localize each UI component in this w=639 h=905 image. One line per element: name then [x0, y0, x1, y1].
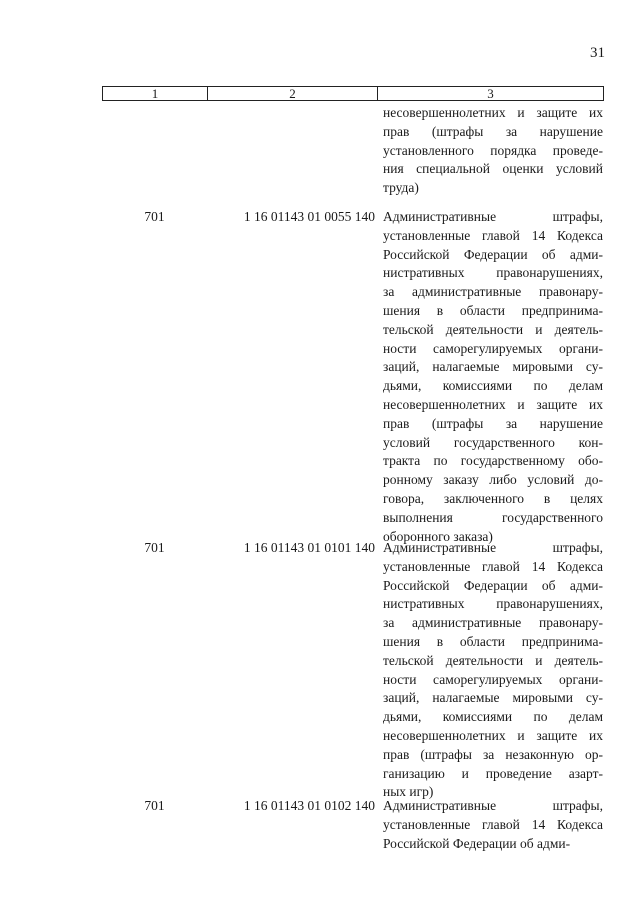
description-line: тельской деятельности и деятель- — [383, 321, 603, 337]
description-line: выполнения государственного — [383, 509, 603, 525]
row-description — [383, 539, 603, 802]
description-line: несовершеннолетних и защите их — [383, 105, 603, 120]
page-number: 31 — [590, 45, 605, 61]
row-description — [383, 104, 603, 198]
description-line: оборонного заказа) — [383, 528, 493, 544]
description-line: заций, налагаемые мировыми су- — [383, 690, 603, 706]
row-code: 701 — [144, 540, 165, 555]
description-line: ности саморегулируемых органи- — [383, 340, 603, 356]
description-line: ния специальной оценки условий — [383, 161, 603, 177]
description-line: говора, заключенного в целях — [383, 490, 603, 506]
description-line: ганизацию и проведение азарт- — [383, 765, 603, 781]
description-line: нистративных правонарушениях, — [383, 596, 603, 612]
description-line: прав (штрафы за нарушение — [383, 415, 603, 431]
description-line: труда) — [383, 180, 419, 196]
description-line: установленные главой 14 Кодекса — [383, 558, 603, 574]
description-line: Административные штрафы, — [383, 540, 603, 555]
description-line: Российской Федерации об адми- — [383, 835, 571, 851]
header-col-2: 2 — [208, 87, 378, 100]
description-line: установленного порядка проведе- — [383, 142, 603, 158]
row-code: 701 — [144, 798, 165, 813]
header-col-1: 1 — [103, 87, 208, 100]
row-code: 701 — [144, 209, 165, 224]
description-line: за административные правонару- — [383, 284, 603, 300]
description-line: установленные главой 14 Кодекса — [383, 227, 603, 243]
table-header — [102, 86, 604, 101]
description-line: Российской Федерации об адми- — [383, 577, 603, 593]
row-kbk: 1 16 01143 01 0102 140 — [243, 798, 375, 813]
description-line: прав (штрафы за незаконную ор- — [383, 746, 603, 762]
description-line: шения в области предпринима- — [383, 633, 603, 649]
description-line: прав (штрафы за нарушение — [383, 123, 603, 139]
row-description — [383, 797, 603, 853]
description-line: ронному заказу либо условий до- — [383, 472, 603, 488]
description-line: Административные штрафы, — [383, 209, 603, 224]
header-col-3: 3 — [487, 86, 494, 101]
row-description — [383, 208, 603, 546]
description-line: Административные штрафы, — [383, 798, 603, 813]
description-line: тельской деятельности и деятель- — [383, 652, 603, 668]
description-line: несовершеннолетних и защите их — [383, 396, 603, 412]
description-line: ных игр) — [383, 784, 434, 800]
description-line: заций, налагаемые мировыми су- — [383, 359, 603, 375]
row-kbk: 1 16 01143 01 0055 140 — [243, 209, 375, 224]
description-line: условий государственного кон- — [383, 434, 603, 450]
description-line: ности саморегулируемых органи- — [383, 671, 603, 687]
description-line: дьями, комиссиями по делам — [383, 378, 603, 394]
row-kbk: 1 16 01143 01 0101 140 — [243, 540, 375, 555]
description-line: установленные главой 14 Кодекса — [383, 816, 603, 832]
description-line: нистративных правонарушениях, — [383, 265, 603, 281]
description-line: тракта по государственному обо- — [383, 453, 603, 469]
description-line: Российской Федерации об адми- — [383, 246, 603, 262]
description-line: за административные правонару- — [383, 615, 603, 631]
description-line: несовершеннолетних и защите их — [383, 727, 603, 743]
description-line: шения в области предпринима- — [383, 302, 603, 318]
description-line: дьями, комиссиями по делам — [383, 709, 603, 725]
